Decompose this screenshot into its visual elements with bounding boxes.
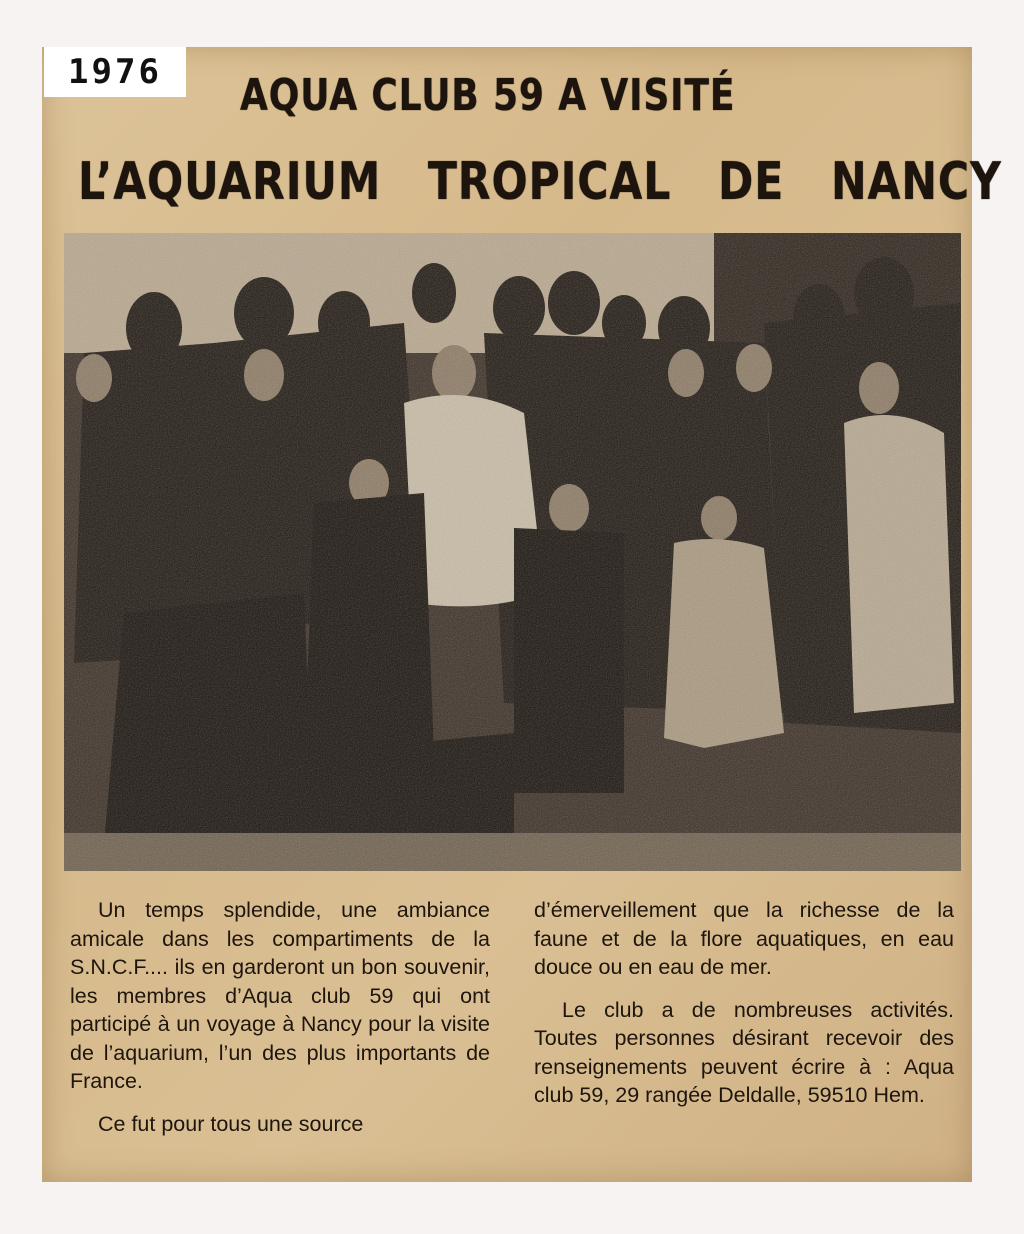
article-paragraph: d’émerveillement que la richesse de la faune et de la flore aquatiques, en eau douce ou en eau de mer. [534,898,954,979]
article-paragraph: Ce fut pour tous une source [98,1111,364,1136]
headline-line-2: L’AQUARIUM TROPICAL DE NANCY [78,152,1002,212]
article-column-left [70,896,490,1152]
article-paragraph: Le club a de nombreuses activités. Toutes personnes désirant recevoir des renseignements peuvent écrire à : Aqua club 59, 29 rangée Deldalle, 59510 Hem. [534,997,954,1107]
group-photo [64,233,961,871]
article-column-right [534,896,954,1124]
group-photo-illustration [64,233,961,871]
headline-line-1: AQUA CLUB 59 A VISITÉ [240,70,736,121]
article-paragraph: Un temps splendide, une ambiance amicale dans les compartiments de la S.N.C.F.... ils en garderont un bon souvenir, les membres d’Aqua club 59 qui ont participé à un voyage à Nancy pour la visite de l’aquarium, l’un des plus importants de France. [70,898,490,1093]
year-label: 1976 [44,47,186,97]
